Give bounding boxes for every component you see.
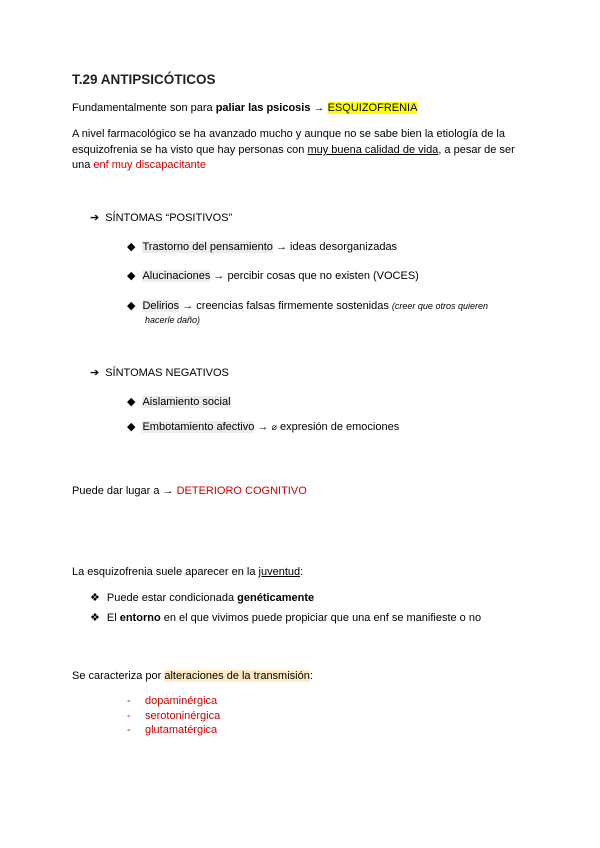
para1-line3-pre: una [72, 159, 94, 171]
positive-desc-1: ideas desorganizadas [286, 241, 398, 253]
para1-line1: A nivel farmacológico se ha avanzado mucho y aunque no se sabe bien la etiología de la [72, 128, 505, 140]
para1-line2 [72, 144, 515, 156]
juventud-underlined: juventud [258, 566, 301, 578]
transmision-item-label-3: glutamatérgica [145, 724, 218, 736]
juventud-item-2-bold: entorno [119, 612, 161, 624]
juventud-prefix: La esquizofrenia suele aparecer en la [72, 566, 259, 578]
juventud-item-2-pre: El [106, 612, 120, 624]
juventud-item-2 [90, 611, 481, 624]
diamond-bullet-icon: ◆ [127, 421, 136, 433]
intro-arrow: → [310, 102, 328, 114]
diamond-bullet-icon: ◆ [127, 300, 136, 312]
transmision-highlight: alteraciones de la transmisión [164, 670, 310, 682]
negative-term-2: Embotamiento afectivo [142, 421, 255, 433]
positive-term-1: Trastorno del pensamiento [142, 241, 273, 253]
negative-heading: SÍNTOMAS NEGATIVOS [105, 367, 229, 379]
dash-bullet: - [127, 710, 131, 722]
negative-heading-row [90, 366, 229, 379]
para1-line3 [72, 159, 206, 171]
arrow-bullet-icon: ➔ [90, 212, 100, 224]
diamond-bullet-icon: ◆ [127, 270, 136, 282]
right-arrow-icon: → [275, 241, 287, 253]
right-arrow-icon: → [182, 300, 194, 312]
positive-item-3 [127, 299, 488, 312]
positive-item-2 [127, 269, 419, 282]
positive-desc-3: creencias falsas firmemente sostenidas [193, 300, 392, 312]
intro-line [72, 102, 417, 114]
diamond-bullet-icon: ◆ [127, 396, 136, 408]
dash-bullet: - [127, 695, 131, 707]
intro-prefix: Fundamentalmente son para [72, 102, 216, 114]
juventud-item-2-post: en el que vivimos puede propiciar que una enf se manifieste o no [160, 612, 482, 624]
positive-heading-row [90, 211, 232, 224]
positive-term-3: Delirios [142, 300, 180, 312]
negative-item-2 [127, 420, 399, 433]
transmision-item-1 [127, 695, 217, 707]
positive-heading: SÍNTOMAS “POSITIVOS” [105, 212, 233, 224]
four-diamond-bullet-icon: ❖ [90, 592, 100, 604]
page-title: T.29 ANTIPSICÓTICOS [72, 72, 216, 87]
transmision-suffix: : [309, 670, 313, 682]
deterioro-red: DETERIORO COGNITIVO [176, 485, 307, 497]
right-arrow-icon: → [257, 421, 269, 433]
diamond-bullet-icon: ◆ [127, 241, 136, 253]
four-diamond-bullet-icon: ❖ [90, 612, 100, 624]
transmision-line [72, 670, 313, 682]
positive-note-line1: (creer que otros quieren [391, 301, 488, 311]
transmision-item-label-1: dopaminérgica [145, 695, 218, 707]
negative-desc-2: expresión de emociones [276, 421, 400, 433]
intro-highlight: ESQUIZOFRENIA [327, 102, 418, 114]
intro-bold: paliar las psicosis [215, 102, 311, 114]
transmision-item-2 [127, 710, 220, 722]
right-arrow-icon: → [162, 485, 174, 497]
positive-item-1 [127, 240, 397, 253]
para1-line2-pre: esquizofrenia se ha visto que hay personas con [72, 144, 308, 156]
para1-line3-red: enf muy discapacitante [93, 159, 206, 171]
deterioro-line [72, 485, 307, 497]
positive-desc-2: percibir cosas que no existen (VOCES) [224, 270, 419, 282]
right-arrow-icon: → [213, 270, 225, 282]
para1-line2-underline: muy buena calidad de vida [307, 144, 439, 156]
transmision-item-label-2: serotoninérgica [145, 710, 221, 722]
deterioro-prefix: Puede dar lugar a [72, 485, 163, 497]
positive-term-2: Alucinaciones [142, 270, 211, 282]
arrow-bullet-icon: ➔ [90, 367, 100, 379]
positive-note-line2: hacerle daño) [145, 315, 201, 325]
dash-bullet: - [127, 724, 131, 736]
empty-set-icon: ⌀ [271, 422, 277, 432]
juventud-line [72, 566, 303, 578]
transmision-item-3 [127, 724, 217, 736]
transmision-prefix: Se caracteriza por [72, 670, 165, 682]
para1-line2-post: , a pesar de ser [438, 144, 515, 156]
juventud-item-1 [90, 591, 314, 604]
juventud-item-1-pre: Puede estar condicionada [106, 592, 238, 604]
negative-item-1 [127, 395, 231, 408]
juventud-item-1-bold: genéticamente [237, 592, 315, 604]
juventud-suffix: : [300, 566, 304, 578]
negative-term-1: Aislamiento social [142, 396, 231, 408]
